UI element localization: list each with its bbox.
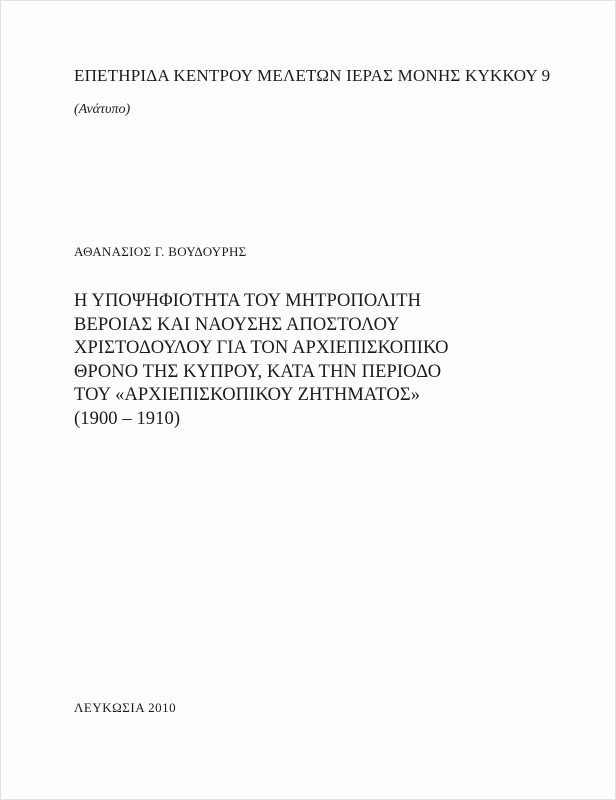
reprint-note: (Ανάτυπο) [74,102,131,117]
title-line: ΧΡΙΣΤΟΔΟΥΛΟΥ ΓΙΑ ΤΟΝ ΑΡΧΙΕΠΙΣΚΟΠΙΚΟ [74,338,449,358]
main-title [74,290,544,431]
title-line: ΒΕΡΟΙΑΣ ΚΑΙ ΝΑΟΥΣΗΣ ΑΠΟΣΤΟΛΟΥ [74,314,400,335]
series-title: ΕΠΕΤΗΡΙΔΑ ΚΕΝΤΡΟΥ ΜΕΛΕΤΩΝ ΙΕΡΑΣ ΜΟΝΗΣ ΚΥΚΚΟΥ 9 [74,66,551,85]
author-name: ΑΘΑΝΑΣΙΟΣ Γ. ΒΟΥΔΟΥΡΗΣ [74,244,247,259]
title-line: ΤΟΥ «ΑΡΧΙΕΠΙΣΚΟΠΙΚΟΥ ΖΗΤΗΜΑΤΟΣ» [74,385,421,405]
place-and-year: ΛΕΥΚΩΣΙΑ 2010 [74,700,177,715]
title-line: Η ΥΠΟΨΗΦΙΟΤΗΤΑ ΤΟΥ ΜΗΤΡΟΠΟΛΙΤΗ [74,291,422,311]
title-line: (1900 – 1910) [74,408,181,429]
title-line: ΘΡΟΝΟ ΤΗΣ ΚΥΠΡΟΥ, ΚΑΤΑ ΤΗΝ ΠΕΡΙΟΔΟ [74,361,442,382]
